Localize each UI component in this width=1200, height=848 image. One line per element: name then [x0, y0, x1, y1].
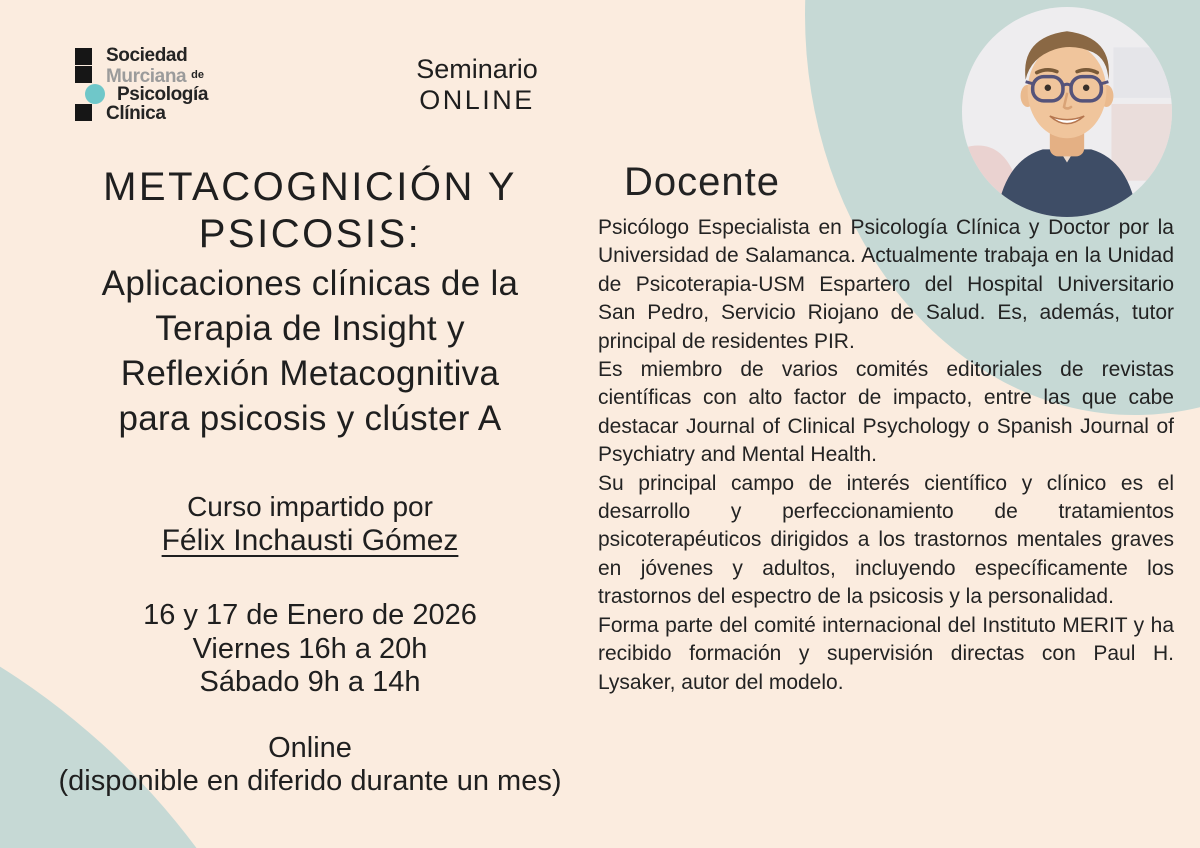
bio-paragraph: Es miembro de varios comités editoriales de revistas científicas con alto factor de impacto, entre las que cabe destacar Journal of Clinical Psychology o Spanish Journal of Psychiatry and Mental Health. [598, 358, 1174, 467]
seminar-online-label [372, 54, 582, 116]
bio-paragraph: Su principal campo de interés científico y clínico es el desarrollo y perfeccionamiento de tratamientos psicoterapéuticos dirigidos a los trastornos mentales graves en jóvenes y adultos, incluyendo específicamente los trastornos del espectro de la psicosis y la personalidad. [598, 471, 1174, 609]
logo-text-line: Psicología [117, 84, 209, 105]
course-date: 16 y 17 de Enero de 2026 [143, 599, 477, 631]
course-subtitle-line: para psicosis y clúster A [118, 399, 502, 438]
docente-heading: Docente [624, 160, 780, 204]
logo-square-icon [75, 48, 92, 65]
logo-text [106, 42, 208, 126]
online-word: ONLINE [419, 85, 535, 115]
mode-note: (disponible en diferido durante un mes) [58, 765, 562, 797]
bio-paragraph: Forma parte del comité internacional del Instituto MERIT y ha recibido formación y supervisión directas con Paul H. Lysaker, autor del modelo. [598, 613, 1174, 694]
logo-dot-icon [85, 84, 105, 104]
course-schedule [24, 599, 596, 700]
course-subtitle-line: Reflexión Metacognitiva [120, 354, 500, 393]
logo-text-line: Sociedad [106, 45, 188, 66]
schedule-friday: Viernes 16h a 20h [192, 632, 428, 665]
logo-square-icon [75, 104, 92, 121]
course-title [24, 164, 596, 258]
schedule-saturday: Sábado 9h a 14h [199, 666, 421, 698]
course-by-label: Curso impartido por [187, 491, 433, 522]
society-logo [66, 42, 208, 126]
logo-mark-icon [66, 42, 106, 126]
logo-text-line: Murciana $^{de}$ [106, 65, 204, 87]
course-title-line: PSICOSIS: [198, 212, 422, 256]
course-subtitle-line: Aplicaciones clínicas de la [101, 264, 519, 303]
mode-online: Online [268, 731, 352, 764]
course-title-line: METACOGNICIÓN Y [103, 165, 517, 209]
bio-paragraph: Psicólogo Especialista en Psicología Clínica y Doctor por la Universidad de Salamanca. Actualmente trabaja en la Unidad de Psicoterapia-USM Espartero del Hospital Universitario San Pedro, Servicio Riojano de Salud. Es, además, tutor principal de residentes PIR. [598, 216, 1174, 353]
docente-column [598, 158, 1174, 697]
instructor-name: Félix Inchausti Gómez [161, 524, 459, 557]
instructor-bio [598, 214, 1174, 697]
logo-square-icon [75, 66, 92, 83]
course-info-column [24, 164, 596, 799]
logo-text-line: Clínica [106, 102, 166, 124]
course-subtitle [24, 261, 596, 441]
course-subtitle-line: Terapia de Insight y [155, 309, 465, 348]
seminar-word: Seminario [416, 54, 538, 84]
course-mode [24, 732, 596, 799]
